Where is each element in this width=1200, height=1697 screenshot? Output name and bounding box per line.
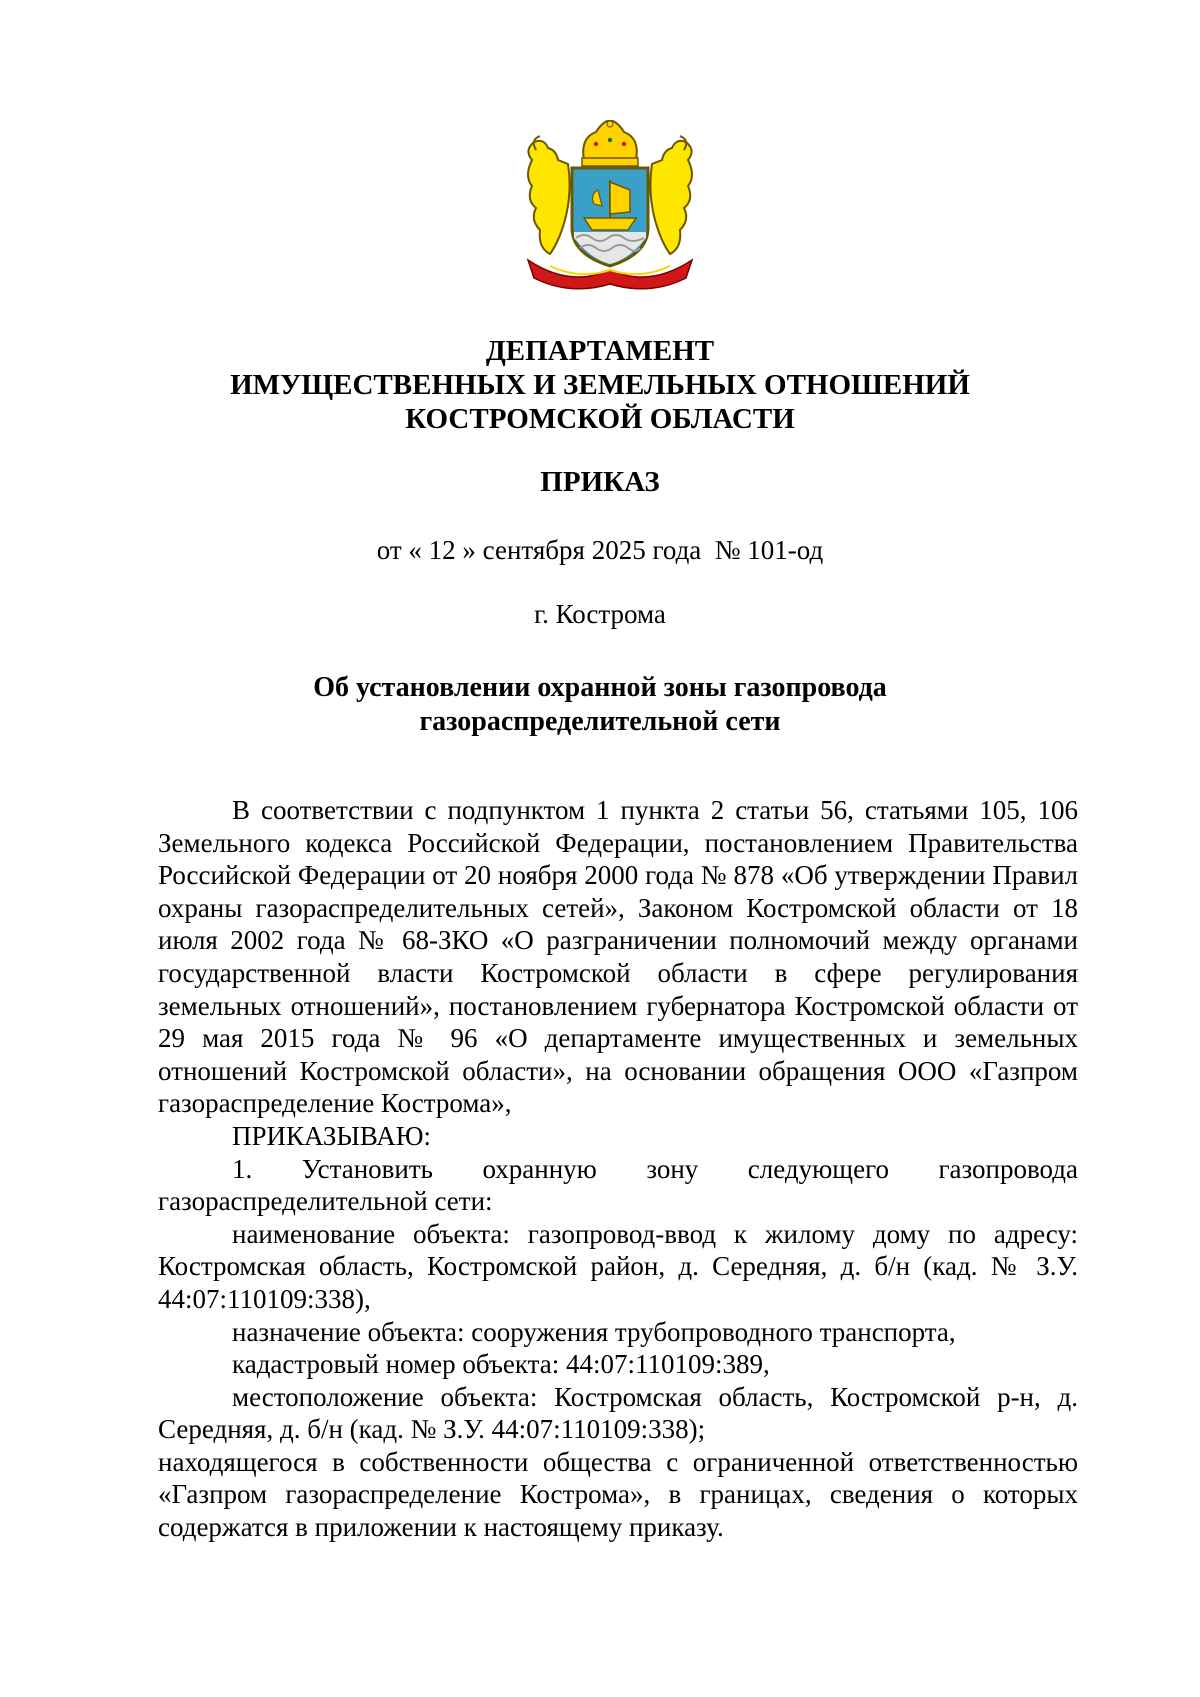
object-name-paragraph: наименование объекта: газопровод-ввод к жилому дому по адресу: Костромская область, Костромской район, д. Середняя, д. б/н (кад. № З.У. 44:07:110109:338), [158,1218,1078,1314]
kostroma-region-coat-of-arms-icon [510,120,710,298]
department-name [0,334,1200,436]
order-body [158,794,1078,1544]
preamble-paragraph: В соответствии с подпунктом 1 пункта 2 статьи 56, статьями 105, 106 Земельного кодекса Российской Федерации, постановлением Правительства Российской Федерации от 20 ноября 2000 года № 878 «Об утверждении Правил охраны газораспределительных сетей», Законом Костромской области от 18 июля 2002 года № 68-ЗКО «О разграничении полномочий между органами государственной власти Костромской области в сфере регулирования земельных отношений», постановлением губернатора Костромской области от 29 мая 2015 года № 96 «О департаменте имущественных и земельных отношений Костромской области», на основании обращения ООО «Газпром газораспределение Кострома», [158,795,1078,1119]
order-dateline: от « 12 » сентября 2025 года № 101-од [376,535,824,565]
item-1-paragraph: 1. Установить охранную зону следующего газопровода газораспределительной сети: [158,1153,1078,1217]
department-line-3: КОСТРОМСКОЙ ОБЛАСТИ [405,403,795,435]
order-city: г. Кострома [534,599,666,629]
department-line-2: ИМУЩЕСТВЕННЫХ И ЗЕМЕЛЬНЫХ ОТНОШЕНИЙ [230,369,970,401]
order-subject [0,671,1200,739]
ownership-paragraph: находящегося в собственности общества с ограниченной ответственностью «Газпром газораспределение Кострома», в границах, сведения о которых содержатся в приложении к настоящему приказу. [158,1446,1078,1543]
object-location-paragraph: местоположение объекта: Костромская область, Костромской р-н, д. Середняя, д. б/н (кад. № З.У. 44:07:110109:338); [158,1381,1078,1445]
object-purpose-paragraph: назначение объекта: сооружения трубопроводного транспорта, [232,1316,956,1347]
order-word: ПРИКАЗЫВАЮ: [232,1120,431,1151]
order-title: ПРИКАЗ [540,466,660,498]
subject-line-2: газораспределительной сети [419,706,781,737]
object-cadastral-paragraph: кадастровый номер объекта: 44:07:110109:389, [232,1349,770,1380]
department-line-1: ДЕПАРТАМЕНТ [485,335,715,367]
subject-line-1: Об установлении охранной зоны газопровода [313,672,887,703]
